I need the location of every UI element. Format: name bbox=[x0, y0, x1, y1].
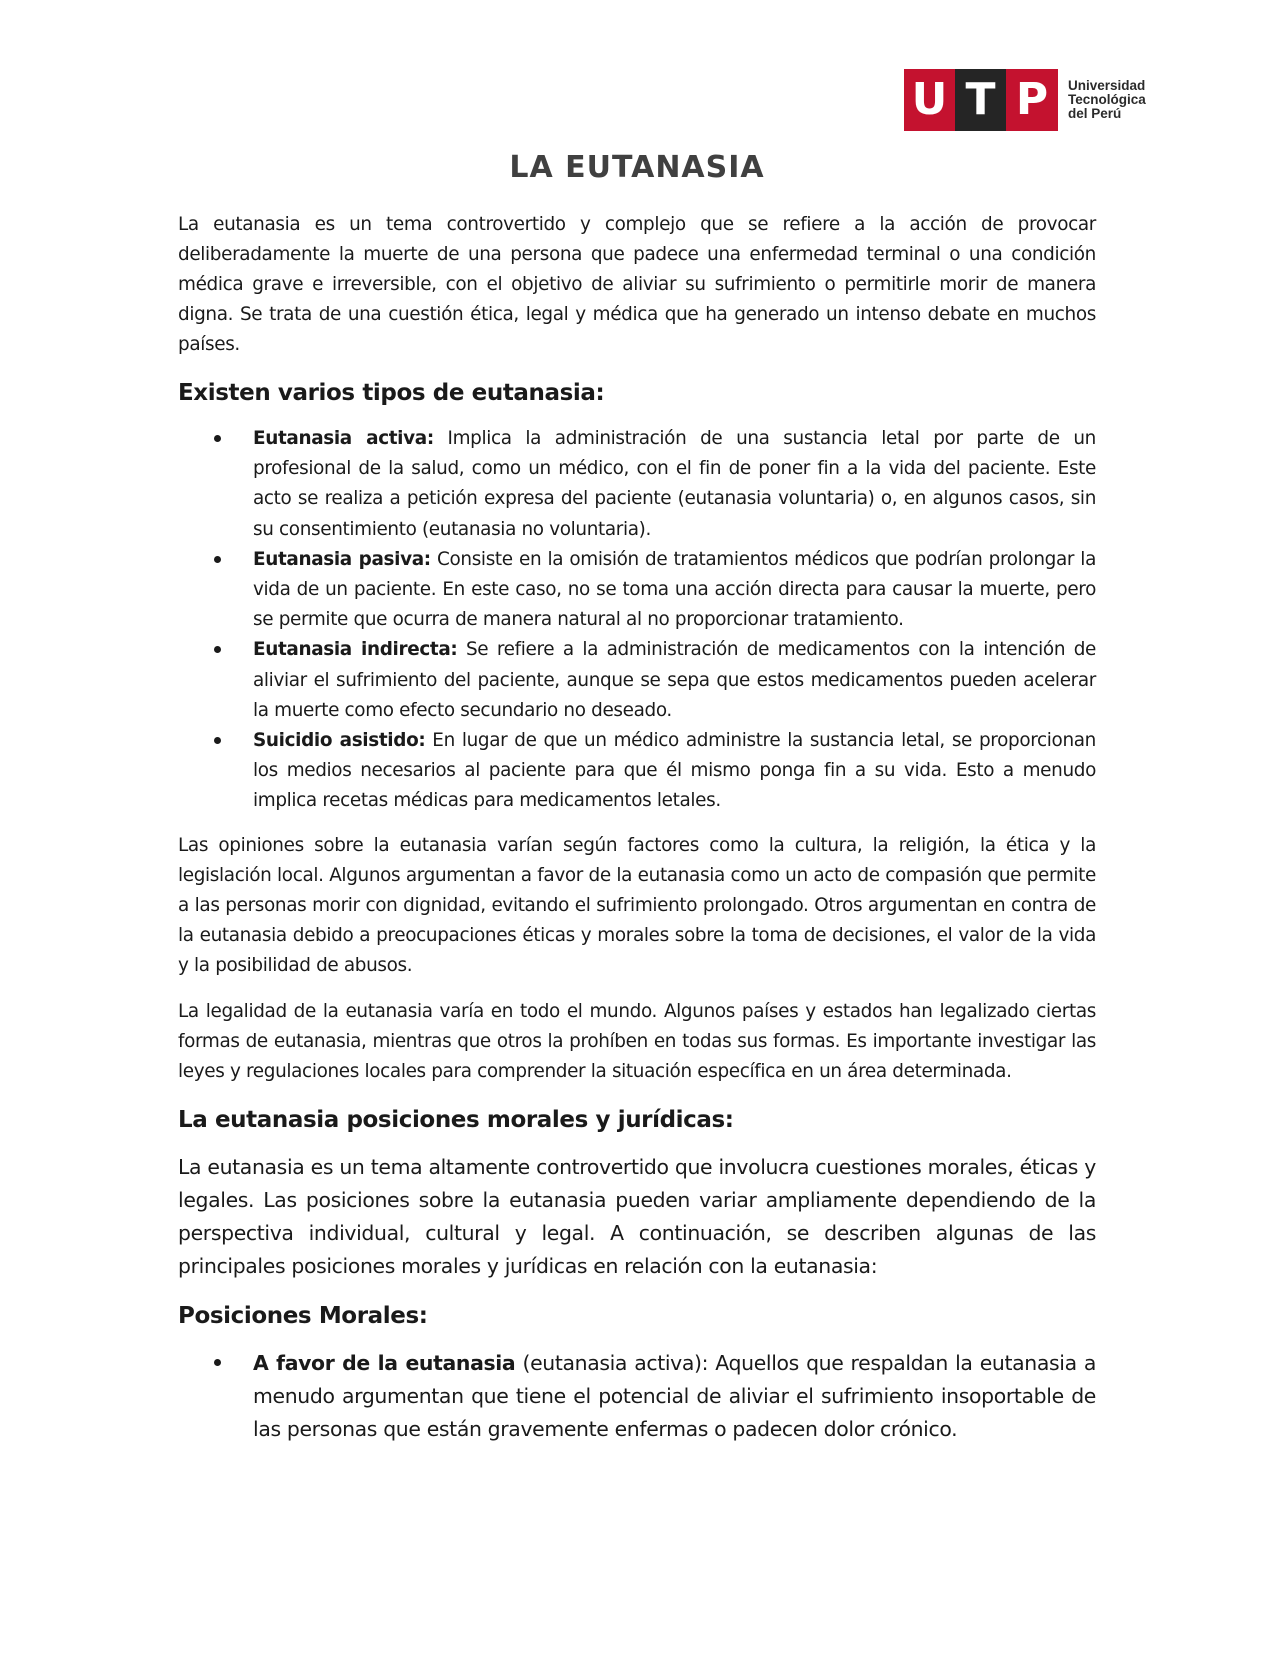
types-list bbox=[178, 424, 1096, 817]
legality-paragraph: La legalidad de la eutanasia varía en todo el mundo. Algunos países y estados han legalizado ciertas formas de eutanasia, mientras que otros la prohíben en todas sus formas. Es importante investigar las leyes y regulaciones locales para comprender la situación específica en un área determinada. bbox=[178, 1000, 1096, 1082]
bullet-icon bbox=[214, 435, 221, 442]
logo-letter-t: T bbox=[955, 69, 1006, 131]
logo-line-3: del Perú bbox=[1068, 106, 1122, 121]
list-item-term: Eutanasia pasiva: bbox=[253, 548, 431, 570]
list-item-text: En lugar de que un médico administre la sustancia letal, se proporcionan los medios necesarios al paciente para que él mismo ponga fin a su vida. Esto a menudo implica recetas médicas para medicamentos letales. bbox=[253, 730, 1096, 812]
list-item-text: Implica la administración de una sustancia letal por parte de un profesional de la salud, como un médico, con el fin de poner fin a la vida del paciente. Este acto se realiza a petición expresa del paciente (eutanasia voluntaria) o, en algunos casos, sin su consentimiento (eutanasia no voluntaria). bbox=[253, 428, 1096, 540]
types-heading: Existen varios tipos de eutanasia: bbox=[178, 380, 605, 406]
logo-wordmark bbox=[1068, 79, 1146, 121]
list-item-term: A favor de la eutanasia bbox=[253, 1350, 516, 1375]
logo-mark bbox=[904, 69, 1058, 131]
list-item-term: Eutanasia indirecta: bbox=[253, 639, 458, 661]
list-item-text: Se refiere a la administración de medicamentos con la intención de aliviar el sufrimiento del paciente, aunque se sepa que estos medicamentos pueden acelerar la muerte como efecto secundario no deseado. bbox=[253, 639, 1096, 721]
utp-logo bbox=[904, 69, 1146, 131]
bullet-icon bbox=[214, 556, 221, 563]
opinions-paragraph: Las opiniones sobre la eutanasia varían según factores como la cultura, la religión, la ética y la legislación local. Algunos argumentan a favor de la eutanasia como un acto de compasión que permite a las personas morir con dignidad, evitando el sufrimiento prolongado. Otros argumentan en contra de la eutanasia debido a preocupaciones éticas y morales sobre la toma de decisiones, el valor de la vida y la posibilidad de abusos. bbox=[178, 834, 1096, 976]
bullet-icon bbox=[214, 1359, 221, 1366]
moral-list bbox=[178, 1347, 1096, 1446]
logo-letter-u: U bbox=[904, 69, 955, 131]
logo-letter-p: P bbox=[1006, 69, 1058, 131]
list-item-term: Suicidio asistido: bbox=[253, 730, 426, 752]
intro-paragraph: La eutanasia es un tema controvertido y complejo que se refiere a la acción de provocar deliberadamente la muerte de una persona que padece una enfermedad terminal o una condición médica grave e irreversible, con el objetivo de aliviar su sufrimiento o permitirle morir de manera digna. Se trata de una cuestión ética, legal y médica que ha generado un intenso debate en muchos países. bbox=[178, 214, 1096, 355]
list-item bbox=[253, 424, 1096, 545]
list-item-text: Consiste en la omisión de tratamientos médicos que podrían prolongar la vida de un paciente. En este caso, no se toma una acción directa para causar la muerte, pero se permite que ocurra de manera natural al no proporcionar tratamiento. bbox=[253, 548, 1096, 631]
document-body bbox=[178, 146, 1096, 1460]
list-item bbox=[253, 726, 1096, 817]
list-item bbox=[253, 545, 1096, 636]
list-item-text: (eutanasia activa): Aquellos que respaldan la eutanasia a menudo argumentan que tiene el potencial de aliviar el sufrimiento insoportable de las personas que están gravemente enfermas o padecen dolor crónico. bbox=[253, 1350, 1097, 1441]
page-title: LA EUTANASIA bbox=[509, 150, 765, 185]
moral-heading: Posiciones Morales: bbox=[178, 1302, 428, 1329]
bullet-icon bbox=[214, 737, 221, 744]
bullet-icon bbox=[214, 646, 221, 653]
list-item-term: Eutanasia activa: bbox=[253, 428, 434, 449]
positions-intro-paragraph: La eutanasia es un tema altamente controvertido que involucra cuestiones morales, éticas y legales. Las posiciones sobre la eutanasia pueden variar ampliamente dependiendo de la perspectiva individual, cultural y legal. A continuación, se describen algunas de las principales posiciones morales y jurídicas en relación con la eutanasia: bbox=[178, 1154, 1096, 1278]
list-item bbox=[253, 635, 1096, 726]
positions-heading: La eutanasia posiciones morales y jurídicas: bbox=[178, 1106, 734, 1133]
logo-line-2: Tecnológica bbox=[1068, 92, 1146, 107]
logo-line-1: Universidad bbox=[1068, 78, 1146, 93]
list-item bbox=[253, 1347, 1096, 1446]
